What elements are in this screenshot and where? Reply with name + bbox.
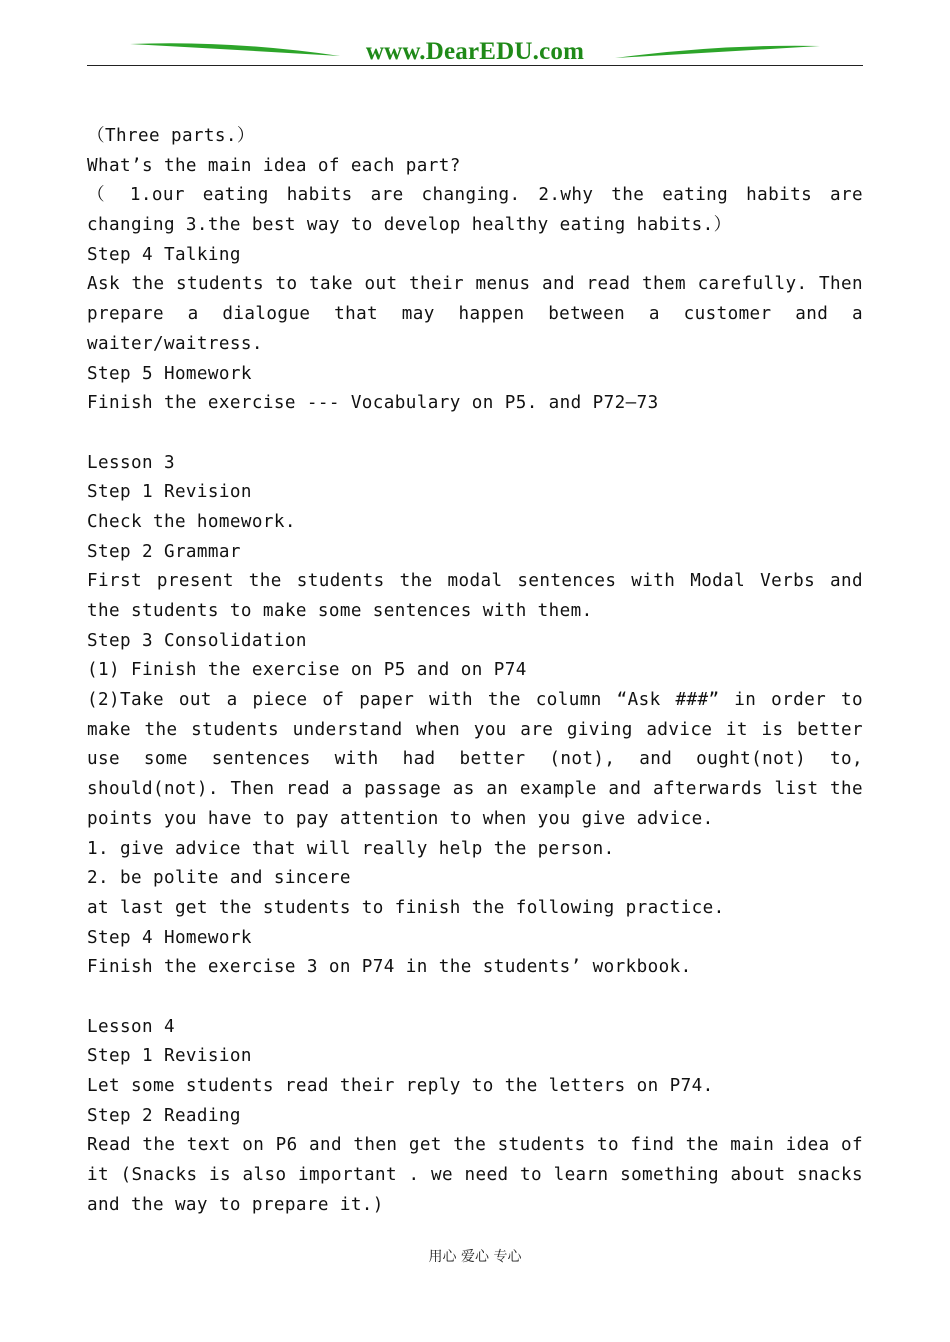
text-line: changing 3.the best way to develop healthy eating habits.） <box>87 215 732 236</box>
text-line: Step 1 Revision <box>87 1046 252 1067</box>
text-line: points you have to pay attention to when you give advice. <box>87 808 714 829</box>
text-line: Check the homework. <box>87 511 296 532</box>
text-line: Lesson 3 <box>87 452 175 473</box>
page-header <box>0 0 950 80</box>
text-line: 1. give advice that will really help the person. <box>87 838 615 859</box>
text-line: at last get the students to finish the following practice. <box>87 897 725 918</box>
text-line: Step 4 Talking <box>87 244 241 265</box>
text-line: First present the students the modal sentences with Modal Verbs and <box>87 571 863 592</box>
text-line: Read the text on P6 and then get the students to find the main idea of <box>87 1135 863 1156</box>
site-logo: www.DearEDU.com <box>365 38 585 65</box>
text-line: （ 1.our eating habits are changing. 2.why the eating habits are <box>87 185 863 206</box>
document-body <box>87 122 863 1220</box>
text-line: Step 2 Reading <box>87 1105 241 1126</box>
text-line: (1) Finish the exercise on P5 and on P74 <box>87 660 527 681</box>
text-line: Step 1 Revision <box>87 482 252 503</box>
text-line: Step 4 Homework <box>87 927 252 948</box>
text-line: Ask the students to take out their menus and read them carefully. Then <box>87 274 863 295</box>
text-line: Step 2 Grammar <box>87 541 241 562</box>
text-line: What’s the main idea of each part? <box>87 155 461 176</box>
text-line: Finish the exercise 3 on P74 in the students’ workbook. <box>87 957 692 978</box>
text-line: Step 3 Consolidation <box>87 630 307 651</box>
header-rule <box>87 65 863 66</box>
blank-line <box>87 419 863 449</box>
text-line: (2)Take out a piece of paper with the column “Ask ###” in order to <box>87 690 863 711</box>
text-line: waiter/waitress. <box>87 333 263 354</box>
text-line: the students to make some sentences with them. <box>87 601 593 621</box>
text-line: Step 5 Homework <box>87 363 252 384</box>
blank-line <box>87 983 863 1013</box>
text-line: and the way to prepare it.) <box>87 1194 384 1215</box>
text-line: Finish the exercise --- Vocabulary on P5. and P72—73 <box>87 393 659 414</box>
text-line: use some sentences with had better (not), and ought(not) to, <box>87 749 863 770</box>
text-line: should(not). Then read a passage as an example and afterwards list the <box>87 779 863 800</box>
text-line: make the students understand when you are giving advice it is better <box>87 719 863 740</box>
text-line: it (Snacks is also important . we need to learn something about snacks <box>87 1165 863 1186</box>
text-line: prepare a dialogue that may happen between a customer and a <box>87 304 863 325</box>
text-line: Let some students read their reply to the letters on P74. <box>87 1076 714 1096</box>
text-line: （Three parts.） <box>87 126 255 146</box>
text-line: 2. be polite and sincere <box>87 868 351 889</box>
page-footer: 用心 爱心 专心 <box>428 1249 522 1265</box>
text-line: Lesson 4 <box>87 1016 175 1037</box>
